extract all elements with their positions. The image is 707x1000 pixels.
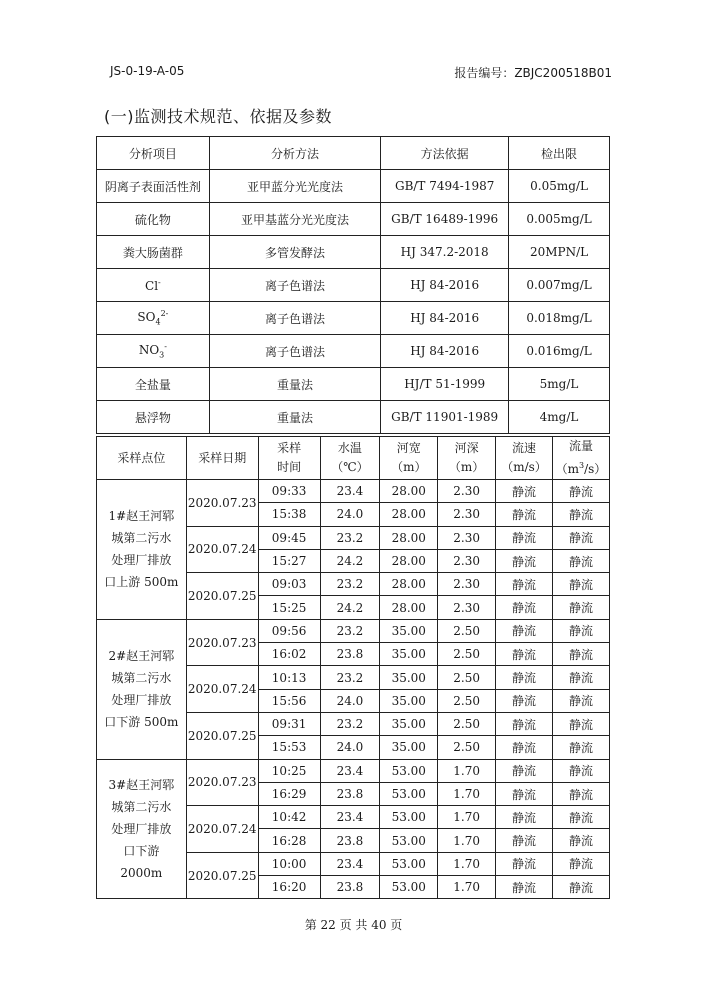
section-title: (一)监测技术规范、依据及参数 <box>104 107 332 126</box>
water-temp: 23.8 <box>320 782 380 805</box>
report-number: 报告编号：ZBJC200518B01 <box>454 66 612 80</box>
river-depth: 2.30 <box>438 573 496 596</box>
river-depth: 1.70 <box>438 829 496 852</box>
detection-limit: 0.05mg/L <box>509 170 610 203</box>
flow-speed: 静流 <box>496 736 553 759</box>
river-depth: 2.30 <box>438 503 496 526</box>
method-basis: HJ 84-2016 <box>381 269 509 302</box>
analysis-item: 阴离子表面活性剂 <box>97 170 210 203</box>
analysis-method: 多管发酵法 <box>209 236 381 269</box>
sampling-site: 2#赵王河郓 城第二污水 处理厂排放 口下游 500m <box>97 619 187 759</box>
flow-speed: 静流 <box>496 503 553 526</box>
method-header-cell: 分析方法 <box>209 137 381 170</box>
method-row <box>97 302 610 335</box>
method-basis: HJ 84-2016 <box>381 302 509 335</box>
river-depth: 2.50 <box>438 643 496 666</box>
river-depth: 2.30 <box>438 549 496 572</box>
sampling-time: 16:02 <box>258 643 320 666</box>
sampling-time: 15:53 <box>258 736 320 759</box>
sampling-time: 15:38 <box>258 503 320 526</box>
river-depth: 1.70 <box>438 876 496 899</box>
river-depth: 1.70 <box>438 806 496 829</box>
flow-rate: 静流 <box>552 503 609 526</box>
detection-limit: 0.007mg/L <box>509 269 610 302</box>
flow-speed: 静流 <box>496 619 553 642</box>
analysis-method: 离子色谱法 <box>209 335 381 368</box>
river-width: 35.00 <box>380 666 438 689</box>
sampling-time: 09:56 <box>258 619 320 642</box>
river-depth: 2.50 <box>438 619 496 642</box>
analysis-method: 亚甲蓝分光光度法 <box>209 170 381 203</box>
flow-speed: 静流 <box>496 782 553 805</box>
sampling-time: 15:25 <box>258 596 320 619</box>
detection-limit: 0.018mg/L <box>509 302 610 335</box>
flow-speed: 静流 <box>496 806 553 829</box>
header-time: 采样 时间 <box>258 437 320 480</box>
sampling-date: 2020.07.25 <box>186 573 258 620</box>
water-temp: 23.2 <box>320 666 380 689</box>
detection-limit: 0.016mg/L <box>509 335 610 368</box>
river-width: 28.00 <box>380 549 438 572</box>
header-date: 采样日期 <box>186 437 258 480</box>
analysis-item: $SO_4^{2-}$ <box>97 302 210 335</box>
water-temp: 24.0 <box>320 736 380 759</box>
flow-speed: 静流 <box>496 480 553 503</box>
flow-speed: 静流 <box>496 643 553 666</box>
sampling-table <box>96 436 610 899</box>
flow-rate: 静流 <box>552 643 609 666</box>
river-width: 35.00 <box>380 689 438 712</box>
method-table <box>96 136 610 434</box>
flow-rate: 静流 <box>552 782 609 805</box>
flow-speed: 静流 <box>496 876 553 899</box>
river-depth: 2.50 <box>438 666 496 689</box>
flow-speed: 静流 <box>496 712 553 735</box>
method-basis: GB/T 7494-1987 <box>381 170 509 203</box>
flow-rate: 静流 <box>552 876 609 899</box>
analysis-item: Cl- <box>97 269 210 302</box>
detection-limit: 0.005mg/L <box>509 203 610 236</box>
sampling-date: 2020.07.23 <box>186 759 258 806</box>
sampling-time: 10:13 <box>258 666 320 689</box>
flow-speed: 静流 <box>496 666 553 689</box>
river-width: 28.00 <box>380 596 438 619</box>
header-flow-rate: 流量 $(m^3/s)$ <box>552 437 609 480</box>
river-width: 53.00 <box>380 876 438 899</box>
flow-speed: 静流 <box>496 759 553 782</box>
flow-speed: 静流 <box>496 573 553 596</box>
method-header-cell: 分析项目 <box>97 137 210 170</box>
header-river-width: 河宽 （m） <box>380 437 438 480</box>
page-footer: 第 22 页 共 40 页 <box>304 918 403 932</box>
river-depth: 1.70 <box>438 852 496 875</box>
sampling-table-header <box>97 437 610 480</box>
river-depth: 1.70 <box>438 759 496 782</box>
sampling-time: 09:03 <box>258 573 320 596</box>
river-depth: 2.30 <box>438 596 496 619</box>
flow-rate: 静流 <box>552 712 609 735</box>
flow-rate: 静流 <box>552 619 609 642</box>
analysis-method: 离子色谱法 <box>209 269 381 302</box>
flow-speed: 静流 <box>496 852 553 875</box>
river-width: 35.00 <box>380 643 438 666</box>
detection-limit: 20MPN/L <box>509 236 610 269</box>
method-table-header <box>97 137 610 170</box>
water-temp: 23.8 <box>320 643 380 666</box>
river-width: 28.00 <box>380 573 438 596</box>
sampling-time: 16:20 <box>258 876 320 899</box>
flow-rate: 静流 <box>552 736 609 759</box>
water-temp: 23.2 <box>320 526 380 549</box>
water-temp: 23.2 <box>320 619 380 642</box>
flow-rate: 静流 <box>552 573 609 596</box>
document-code: JS-0-19-A-05 <box>110 64 185 78</box>
river-depth: 2.30 <box>438 526 496 549</box>
water-temp: 24.2 <box>320 596 380 619</box>
water-temp: 23.2 <box>320 573 380 596</box>
sampling-time: 10:25 <box>258 759 320 782</box>
river-width: 28.00 <box>380 503 438 526</box>
sampling-time: 10:42 <box>258 806 320 829</box>
river-width: 35.00 <box>380 619 438 642</box>
analysis-item: $NO_3^-$ <box>97 335 210 368</box>
flow-rate: 静流 <box>552 480 609 503</box>
river-depth: 2.50 <box>438 712 496 735</box>
flow-rate: 静流 <box>552 596 609 619</box>
analysis-item: 粪大肠菌群 <box>97 236 210 269</box>
flow-rate: 静流 <box>552 759 609 782</box>
sampling-date: 2020.07.24 <box>186 526 258 573</box>
flow-speed: 静流 <box>496 549 553 572</box>
method-header-cell: 检出限 <box>509 137 610 170</box>
river-width: 53.00 <box>380 806 438 829</box>
river-depth: 2.30 <box>438 480 496 503</box>
method-row <box>97 236 610 269</box>
method-row <box>97 203 610 236</box>
river-depth: 2.50 <box>438 689 496 712</box>
flow-rate: 静流 <box>552 806 609 829</box>
water-temp: 23.4 <box>320 806 380 829</box>
sampling-time: 16:29 <box>258 782 320 805</box>
sampling-time: 09:33 <box>258 480 320 503</box>
header-river-depth: 河深 （m） <box>438 437 496 480</box>
river-width: 28.00 <box>380 480 438 503</box>
river-width: 53.00 <box>380 829 438 852</box>
river-width: 35.00 <box>380 736 438 759</box>
sampling-date: 2020.07.24 <box>186 666 258 713</box>
water-temp: 23.2 <box>320 712 380 735</box>
analysis-item: 全盐量 <box>97 368 210 401</box>
flow-speed: 静流 <box>496 526 553 549</box>
flow-speed: 静流 <box>496 596 553 619</box>
water-temp: 23.4 <box>320 480 380 503</box>
sampling-time: 15:56 <box>258 689 320 712</box>
method-basis: HJ/T 51-1999 <box>381 368 509 401</box>
flow-rate: 静流 <box>552 666 609 689</box>
header-flow-speed: 流速 （m/s） <box>496 437 553 480</box>
flow-rate: 静流 <box>552 549 609 572</box>
sampling-time: 16:28 <box>258 829 320 852</box>
water-temp: 23.4 <box>320 852 380 875</box>
flow-rate: 静流 <box>552 852 609 875</box>
method-row <box>97 170 610 203</box>
analysis-method: 亚甲基蓝分光光度法 <box>209 203 381 236</box>
analysis-method: 离子色谱法 <box>209 302 381 335</box>
analysis-method: 重量法 <box>209 368 381 401</box>
sampling-time: 09:45 <box>258 526 320 549</box>
analysis-method: 重量法 <box>209 401 381 434</box>
water-temp: 23.8 <box>320 829 380 852</box>
water-temp: 24.2 <box>320 549 380 572</box>
flow-rate: 静流 <box>552 829 609 852</box>
river-depth: 1.70 <box>438 782 496 805</box>
sampling-site: 3#赵王河郓 城第二污水 处理厂排放 口下游 2000m <box>97 759 187 899</box>
method-row <box>97 401 610 434</box>
detection-limit: 4mg/L <box>509 401 610 434</box>
sampling-time: 10:00 <box>258 852 320 875</box>
sampling-time: 15:27 <box>258 549 320 572</box>
river-depth: 2.50 <box>438 736 496 759</box>
sampling-date: 2020.07.25 <box>186 712 258 759</box>
method-header-cell: 方法依据 <box>381 137 509 170</box>
method-row <box>97 368 610 401</box>
flow-speed: 静流 <box>496 689 553 712</box>
sample-row <box>97 759 610 782</box>
method-row <box>97 335 610 368</box>
sampling-time: 09:31 <box>258 712 320 735</box>
river-width: 53.00 <box>380 782 438 805</box>
method-basis: HJ 347.2-2018 <box>381 236 509 269</box>
flow-rate: 静流 <box>552 689 609 712</box>
method-basis: HJ 84-2016 <box>381 335 509 368</box>
analysis-item: 悬浮物 <box>97 401 210 434</box>
detection-limit: 5mg/L <box>509 368 610 401</box>
sampling-site: 1#赵王河郓 城第二污水 处理厂排放 口上游 500m <box>97 480 187 620</box>
river-width: 53.00 <box>380 852 438 875</box>
river-width: 53.00 <box>380 759 438 782</box>
method-basis: GB/T 11901-1989 <box>381 401 509 434</box>
river-width: 28.00 <box>380 526 438 549</box>
sample-row <box>97 619 610 642</box>
flow-speed: 静流 <box>496 829 553 852</box>
analysis-item: 硫化物 <box>97 203 210 236</box>
header-water-temp: 水温 （℃） <box>320 437 380 480</box>
sampling-date: 2020.07.24 <box>186 806 258 853</box>
water-temp: 23.8 <box>320 876 380 899</box>
water-temp: 24.0 <box>320 689 380 712</box>
header-site: 采样点位 <box>97 437 187 480</box>
river-width: 35.00 <box>380 712 438 735</box>
sample-row <box>97 480 610 503</box>
flow-rate: 静流 <box>552 526 609 549</box>
method-basis: GB/T 16489-1996 <box>381 203 509 236</box>
method-row <box>97 269 610 302</box>
sampling-date: 2020.07.23 <box>186 619 258 666</box>
water-temp: 24.0 <box>320 503 380 526</box>
sampling-date: 2020.07.23 <box>186 480 258 527</box>
sampling-date: 2020.07.25 <box>186 852 258 899</box>
water-temp: 23.4 <box>320 759 380 782</box>
